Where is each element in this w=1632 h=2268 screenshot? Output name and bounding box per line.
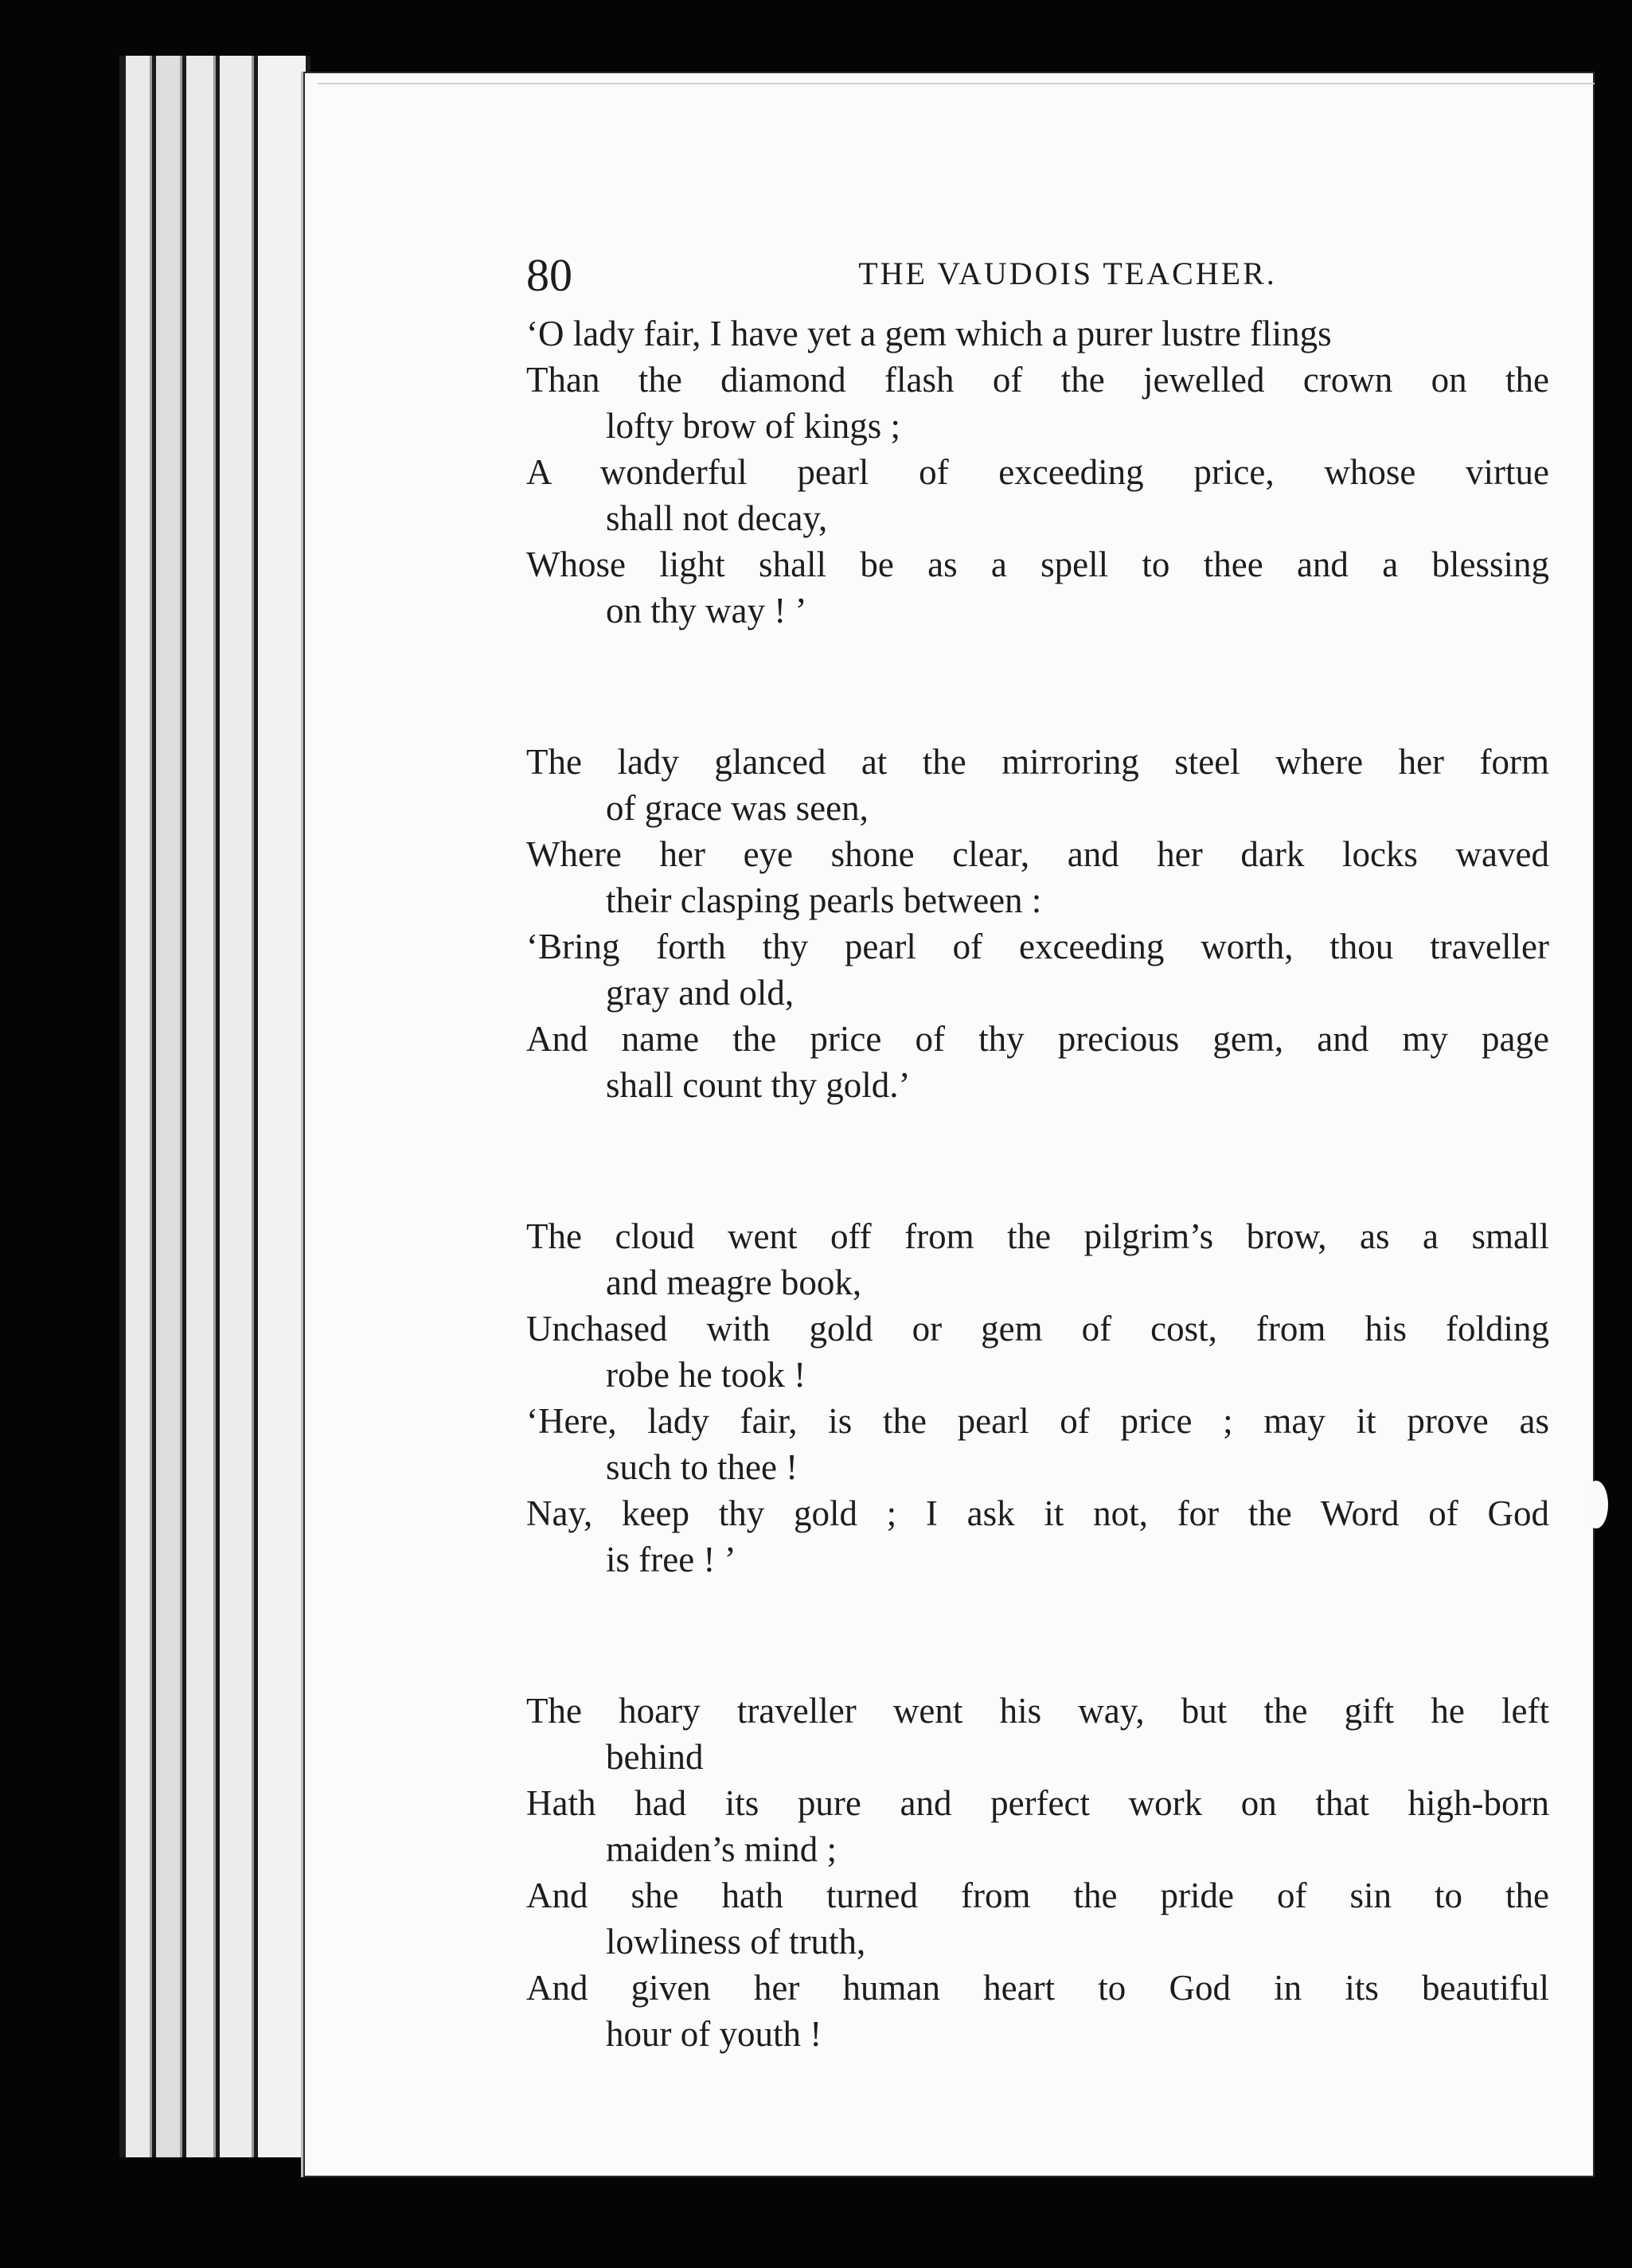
verse-line: Where her eye shone clear, and her dark locks waved	[526, 834, 1549, 874]
verse-line-continuation: on thy way ! ’	[606, 591, 807, 630]
verse-line: The hoary traveller went his way, but the gift he left	[526, 1691, 1549, 1731]
page-top-edge	[318, 83, 1595, 84]
page-edge	[156, 56, 182, 2157]
stanza	[526, 739, 1549, 1108]
verse-line-continuation: their clasping pearls between :	[606, 880, 1042, 920]
stanza	[526, 1688, 1549, 2057]
stanza	[526, 1213, 1549, 1583]
book-page	[301, 72, 1595, 2177]
scan-artifact	[1584, 1481, 1608, 1528]
page-edge	[186, 56, 216, 2157]
verse-line: Hath had its pure and perfect work on that high-born	[526, 1783, 1549, 1823]
verse-line-continuation: such to thee !	[606, 1447, 798, 1487]
page-edge	[220, 56, 254, 2157]
verse-line: And name the price of thy precious gem, and my page	[526, 1019, 1549, 1059]
verse-line: A wonderful pearl of exceeding price, whose virtue	[526, 452, 1549, 492]
page-edge	[258, 56, 306, 2157]
verse-line-continuation: behind	[606, 1737, 704, 1777]
verse-line: Than the diamond flash of the jewelled crown on the	[526, 360, 1549, 400]
verse-line: Nay, keep thy gold ; I ask it not, for the Word of God	[526, 1493, 1549, 1533]
verse-line-continuation: lowliness of truth,	[606, 1922, 866, 1962]
verse-line: Whose light shall be as a spell to thee and a blessing	[526, 545, 1549, 584]
verse-line: And she hath turned from the pride of sin to the	[526, 1876, 1549, 1915]
verse-line-continuation: shall count thy gold.’	[606, 1065, 911, 1105]
page-number: 80	[526, 249, 572, 301]
running-title: THE VAUDOIS TEACHER.	[858, 256, 1277, 291]
stanza	[526, 310, 1549, 634]
verse-line: The cloud went off from the pilgrim’s brow, as a small	[526, 1216, 1549, 1256]
verse-line-continuation: shall not decay,	[606, 498, 828, 538]
verse-line-continuation: gray and old,	[606, 973, 795, 1013]
verse-line: And given her human heart to God in its beautiful	[526, 1968, 1549, 2008]
verse-line: Unchased with gold or gem of cost, from his folding	[526, 1309, 1549, 1349]
verse-line: ‘Here, lady fair, is the pearl of price ; may it prove as	[526, 1401, 1549, 1441]
verse-line-continuation: robe he took !	[606, 1355, 806, 1395]
verse-line-continuation: and meagre book,	[606, 1263, 862, 1302]
book-page-edges	[119, 56, 310, 2157]
verse-line: ‘Bring forth thy pearl of exceeding worth, thou traveller	[526, 927, 1549, 966]
poem	[526, 310, 1549, 2162]
verse-line: The lady glanced at the mirroring steel where her form	[526, 742, 1549, 782]
verse-line: ‘O lady fair, I have yet a gem which a purer lustre flings	[526, 314, 1332, 353]
running-head	[526, 248, 1553, 320]
verse-line-continuation: is free ! ’	[606, 1540, 736, 1579]
verse-line-continuation: hour of youth !	[606, 2014, 822, 2054]
verse-line-continuation: maiden’s mind ;	[606, 1829, 837, 1869]
page-edge	[126, 56, 152, 2157]
verse-line-continuation: lofty brow of kings ;	[606, 406, 900, 446]
verse-line-continuation: of grace was seen,	[606, 788, 869, 828]
